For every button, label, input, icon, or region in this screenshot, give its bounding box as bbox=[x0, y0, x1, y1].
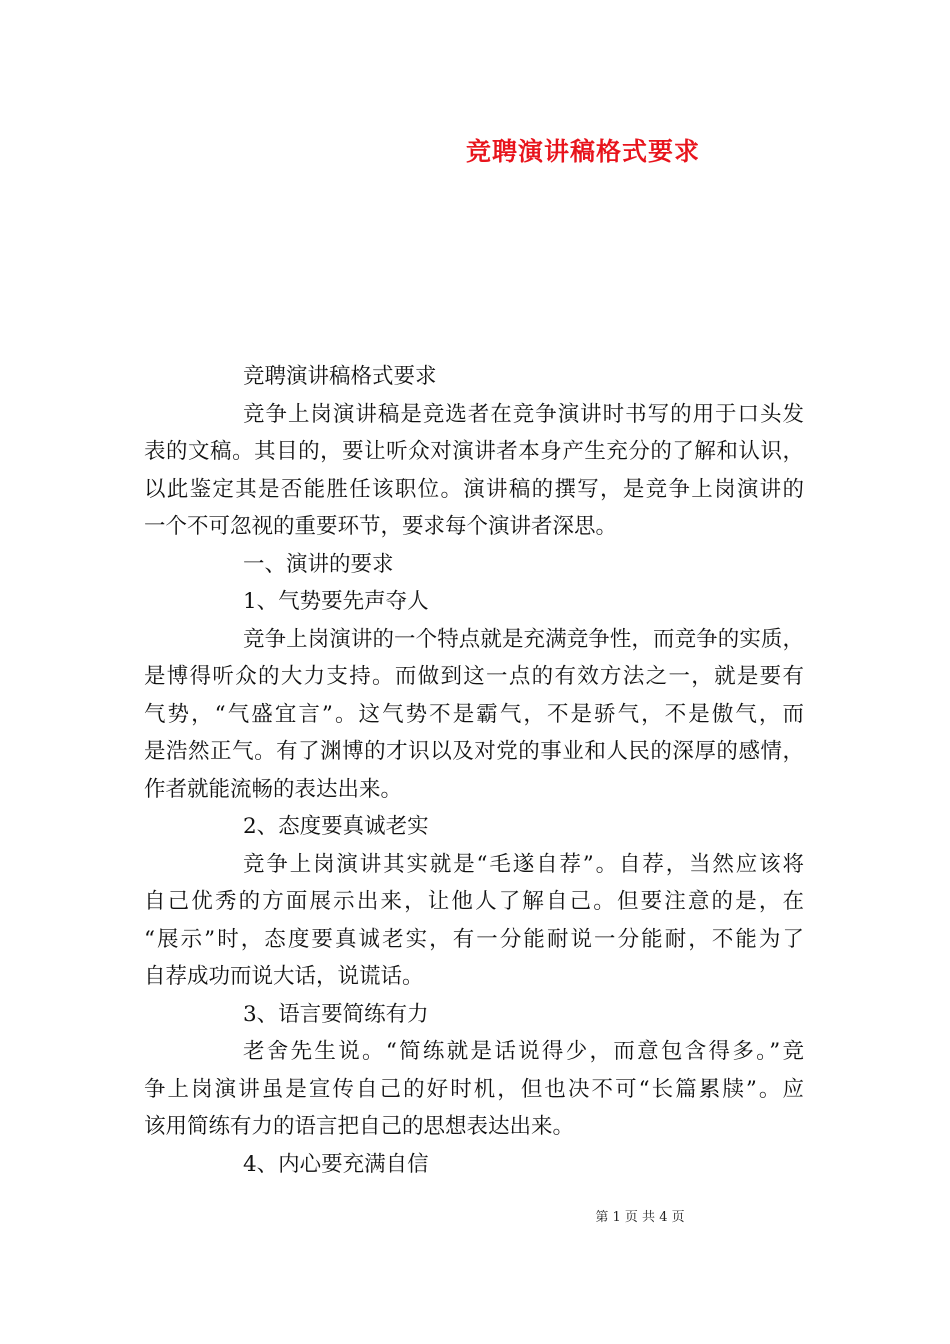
document-body bbox=[144, 358, 804, 1183]
paragraph-line: 是博得听众的大力支持。而做到这一点的有效方法之一，就是要有 bbox=[144, 664, 804, 689]
paragraph-line: “展示”时，态度要真诚老实，有一分能耐说一分能耐，不能为了 bbox=[144, 926, 804, 952]
paragraph-line: 气势，“气盛宜言”。这气势不是霸气，不是骄气，不是傲气，而 bbox=[144, 701, 804, 727]
paragraph-line: 自荐成功而说大话，说谎话。 bbox=[144, 964, 424, 989]
paragraph-line: 作者就能流畅的表达出来。 bbox=[144, 776, 403, 802]
page-footer: 第 1 页 共 4 页 bbox=[595, 1210, 685, 1225]
paragraph-line: 以此鉴定其是否能胜任该职位。演讲稿的撰写，是竞争上岗演讲的 bbox=[144, 476, 804, 502]
paragraph-line: 竞争上岗演讲的一个特点就是充满竞争性，而竞争的实质， bbox=[243, 626, 804, 652]
paragraph-line: 是浩然正气。有了渊博的才识以及对党的事业和人民的深厚的感情， bbox=[144, 739, 804, 764]
subsection-heading: 2、态度要真诚老实 bbox=[243, 814, 429, 839]
paragraph-line: 竞争上岗演讲其实就是“毛遂自荐”。自荐，当然应该将 bbox=[243, 851, 804, 877]
section-heading: 一、演讲的要求 bbox=[243, 551, 394, 577]
paragraph-line: 一个不可忽视的重要环节，要求每个演讲者深思。 bbox=[144, 514, 618, 539]
paragraph-line: 老舍先生说。“简练就是话说得少，而意包含得多。”竞 bbox=[243, 1039, 804, 1064]
subsection-heading: 1、气势要先声夺人 bbox=[243, 589, 429, 614]
subsection-heading: 4、内心要充满自信 bbox=[243, 1151, 429, 1177]
subsection-heading: 3、语言要简练有力 bbox=[243, 1001, 429, 1027]
paragraph-line: 争上岗演讲虽是宣传自己的好时机，但也决不可“长篇累牍”。应 bbox=[144, 1076, 804, 1102]
paragraph-line: 自己优秀的方面展示出来，让他人了解自己。但要注意的是，在 bbox=[144, 889, 804, 914]
document-title: 竞聘演讲稿格式要求 bbox=[465, 137, 700, 166]
heading-line: 竞聘演讲稿格式要求 bbox=[243, 364, 437, 389]
paragraph-line: 表的文稿。其目的，要让听众对演讲者本身产生充分的了解和认识， bbox=[144, 439, 804, 464]
paragraph-line: 该用简练有力的语言把自己的思想表达出来。 bbox=[144, 1114, 575, 1139]
paragraph-line: 竞争上岗演讲稿是竞选者在竞争演讲时书写的用于口头发 bbox=[243, 401, 804, 427]
